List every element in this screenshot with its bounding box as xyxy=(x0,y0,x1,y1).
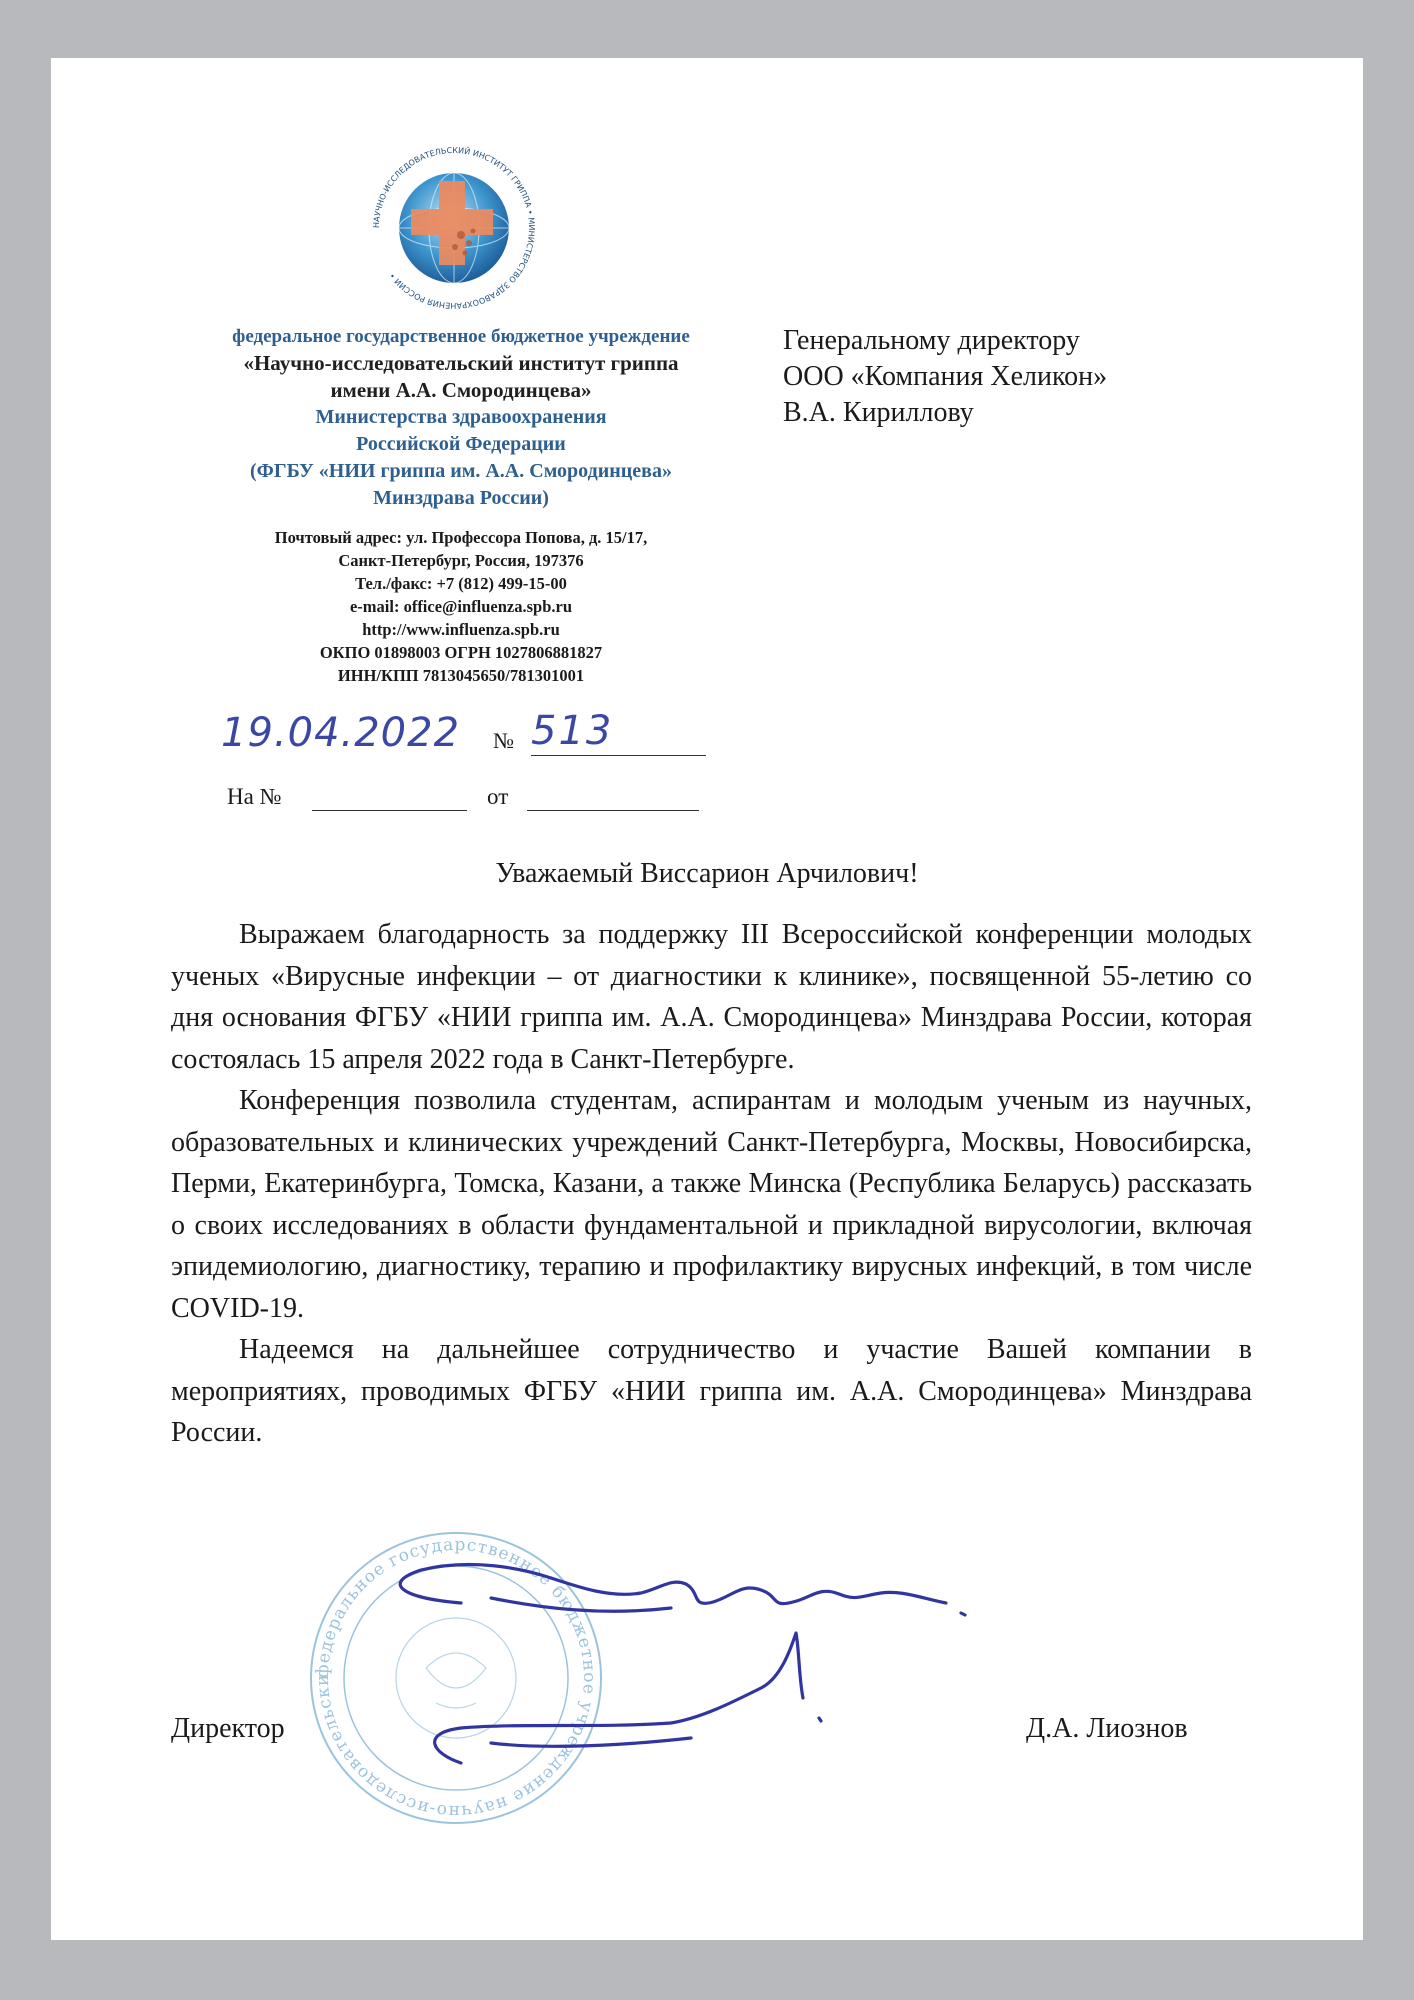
email: e-mail: office@influenza.spb.ru xyxy=(349,597,573,616)
phone-fax: Тел./факс: +7 (812) 499-15-00 xyxy=(355,574,567,593)
ministry-line-1: Министерства здравоохранения xyxy=(315,406,607,428)
handwritten-number: 513 xyxy=(531,708,614,754)
globe-cross-icon xyxy=(369,143,539,313)
number-sign: № xyxy=(493,728,514,753)
abbr-line-1: (ФГБУ «НИИ гриппа им. А.А. Смородинцева» xyxy=(250,460,672,482)
handwritten-date: 19.04.2022 xyxy=(221,710,461,756)
outgoing-reference xyxy=(221,708,741,768)
postal-address-line-1: Почтовый адрес: ул. Профессора Попова, д. 15/17, xyxy=(274,528,648,547)
body-paragraph-1: Выражаем благодарность за поддержку III Всероссийской конференции молодых ученых «Вирусные инфекции – от диагностики к клинике», посвященной 55-летию со дня основания ФГБУ «НИИ гриппа им. А.А. Смородинцева» Минздрава России, которая состоялась 15 апреля 2022 года в Санкт-Петербурге. xyxy=(171,919,1252,1075)
letter-sheet xyxy=(51,58,1363,1940)
okpo-ogrn: ОКПО 01898003 ОГРН 1027806881827 xyxy=(319,643,603,662)
incoming-date-blank xyxy=(527,810,699,811)
organization-block xyxy=(161,323,761,512)
letter-body xyxy=(171,914,1252,1454)
postal-address-line-2: Санкт-Петербург, Россия, 197376 xyxy=(338,551,584,570)
logo-ring-text: НАУЧНО-ИССЛЕДОВАТЕЛЬСКИЙ ИНСТИТУТ ГРИППА • МИНИСТЕРСТВО ЗДРАВООХРАНЕНИЯ РОССИИ • xyxy=(371,145,537,311)
abbr-line-2: Минздрава России) xyxy=(373,487,549,509)
addressee-line-2: ООО «Компания Хеликон» xyxy=(783,361,1108,392)
address-block xyxy=(161,526,761,687)
org-name-line-2: имени А.А. Смородинцева» xyxy=(330,378,592,402)
body-paragraph-3: Надеемся на дальнейшее сотрудничество и участие Вашей компании в мероприятиях, проводимых ФГБУ «НИИ гриппа им. А.А. Смородинцева» Минздрава России. xyxy=(171,1334,1252,1448)
handwritten-signature xyxy=(341,1538,1061,1778)
inn-kpp: ИНН/КПП 7813045650/781301001 xyxy=(337,666,585,685)
signature-scribble-icon xyxy=(341,1538,1061,1778)
stamp-text: федеральное государственное бюджетное учреждение научно-исследовательски xyxy=(312,1534,600,1822)
incoming-date-label: от xyxy=(487,784,509,809)
number-underline xyxy=(531,755,706,756)
ministry-line-2: Российской Федерации xyxy=(356,433,566,455)
incoming-number-label: На № xyxy=(227,784,282,809)
org-type: федеральное государственное бюджетное учреждение xyxy=(232,326,690,347)
addressee-line-3: В.А. Кириллову xyxy=(783,397,974,428)
org-name-line-1: «Научно-исследовательский институт гриппа xyxy=(243,351,679,375)
body-paragraph-2: Конференция позволила студентам, аспирантам и молодым ученым из научных, образовательных и клинических учреждений Санкт-Петербурга, Москвы, Новосибирска, Перми, Екатеринбурга, Томска, Казани, а также Минска (Республика Беларусь) рассказать о своих исследованиях в области фундаментальной и прикладной вирусологии, включая эпидемиологию, диагностику, терапию и профилактику вирусных инфекций, в том числе COVID-19. xyxy=(171,1085,1252,1324)
salutation: Уважаемый Виссарион Арчилович! xyxy=(495,858,919,889)
signatory-title: Директор xyxy=(171,1713,285,1744)
incoming-reference xyxy=(227,780,747,820)
incoming-number-blank xyxy=(312,810,467,811)
addressee-block xyxy=(783,323,1243,431)
website: http://www.influenza.spb.ru xyxy=(362,620,560,639)
signatory-name: Д.А. Лиознов xyxy=(1026,1713,1188,1744)
addressee-line-1: Генеральному директору xyxy=(783,325,1080,356)
institute-logo xyxy=(369,143,539,313)
